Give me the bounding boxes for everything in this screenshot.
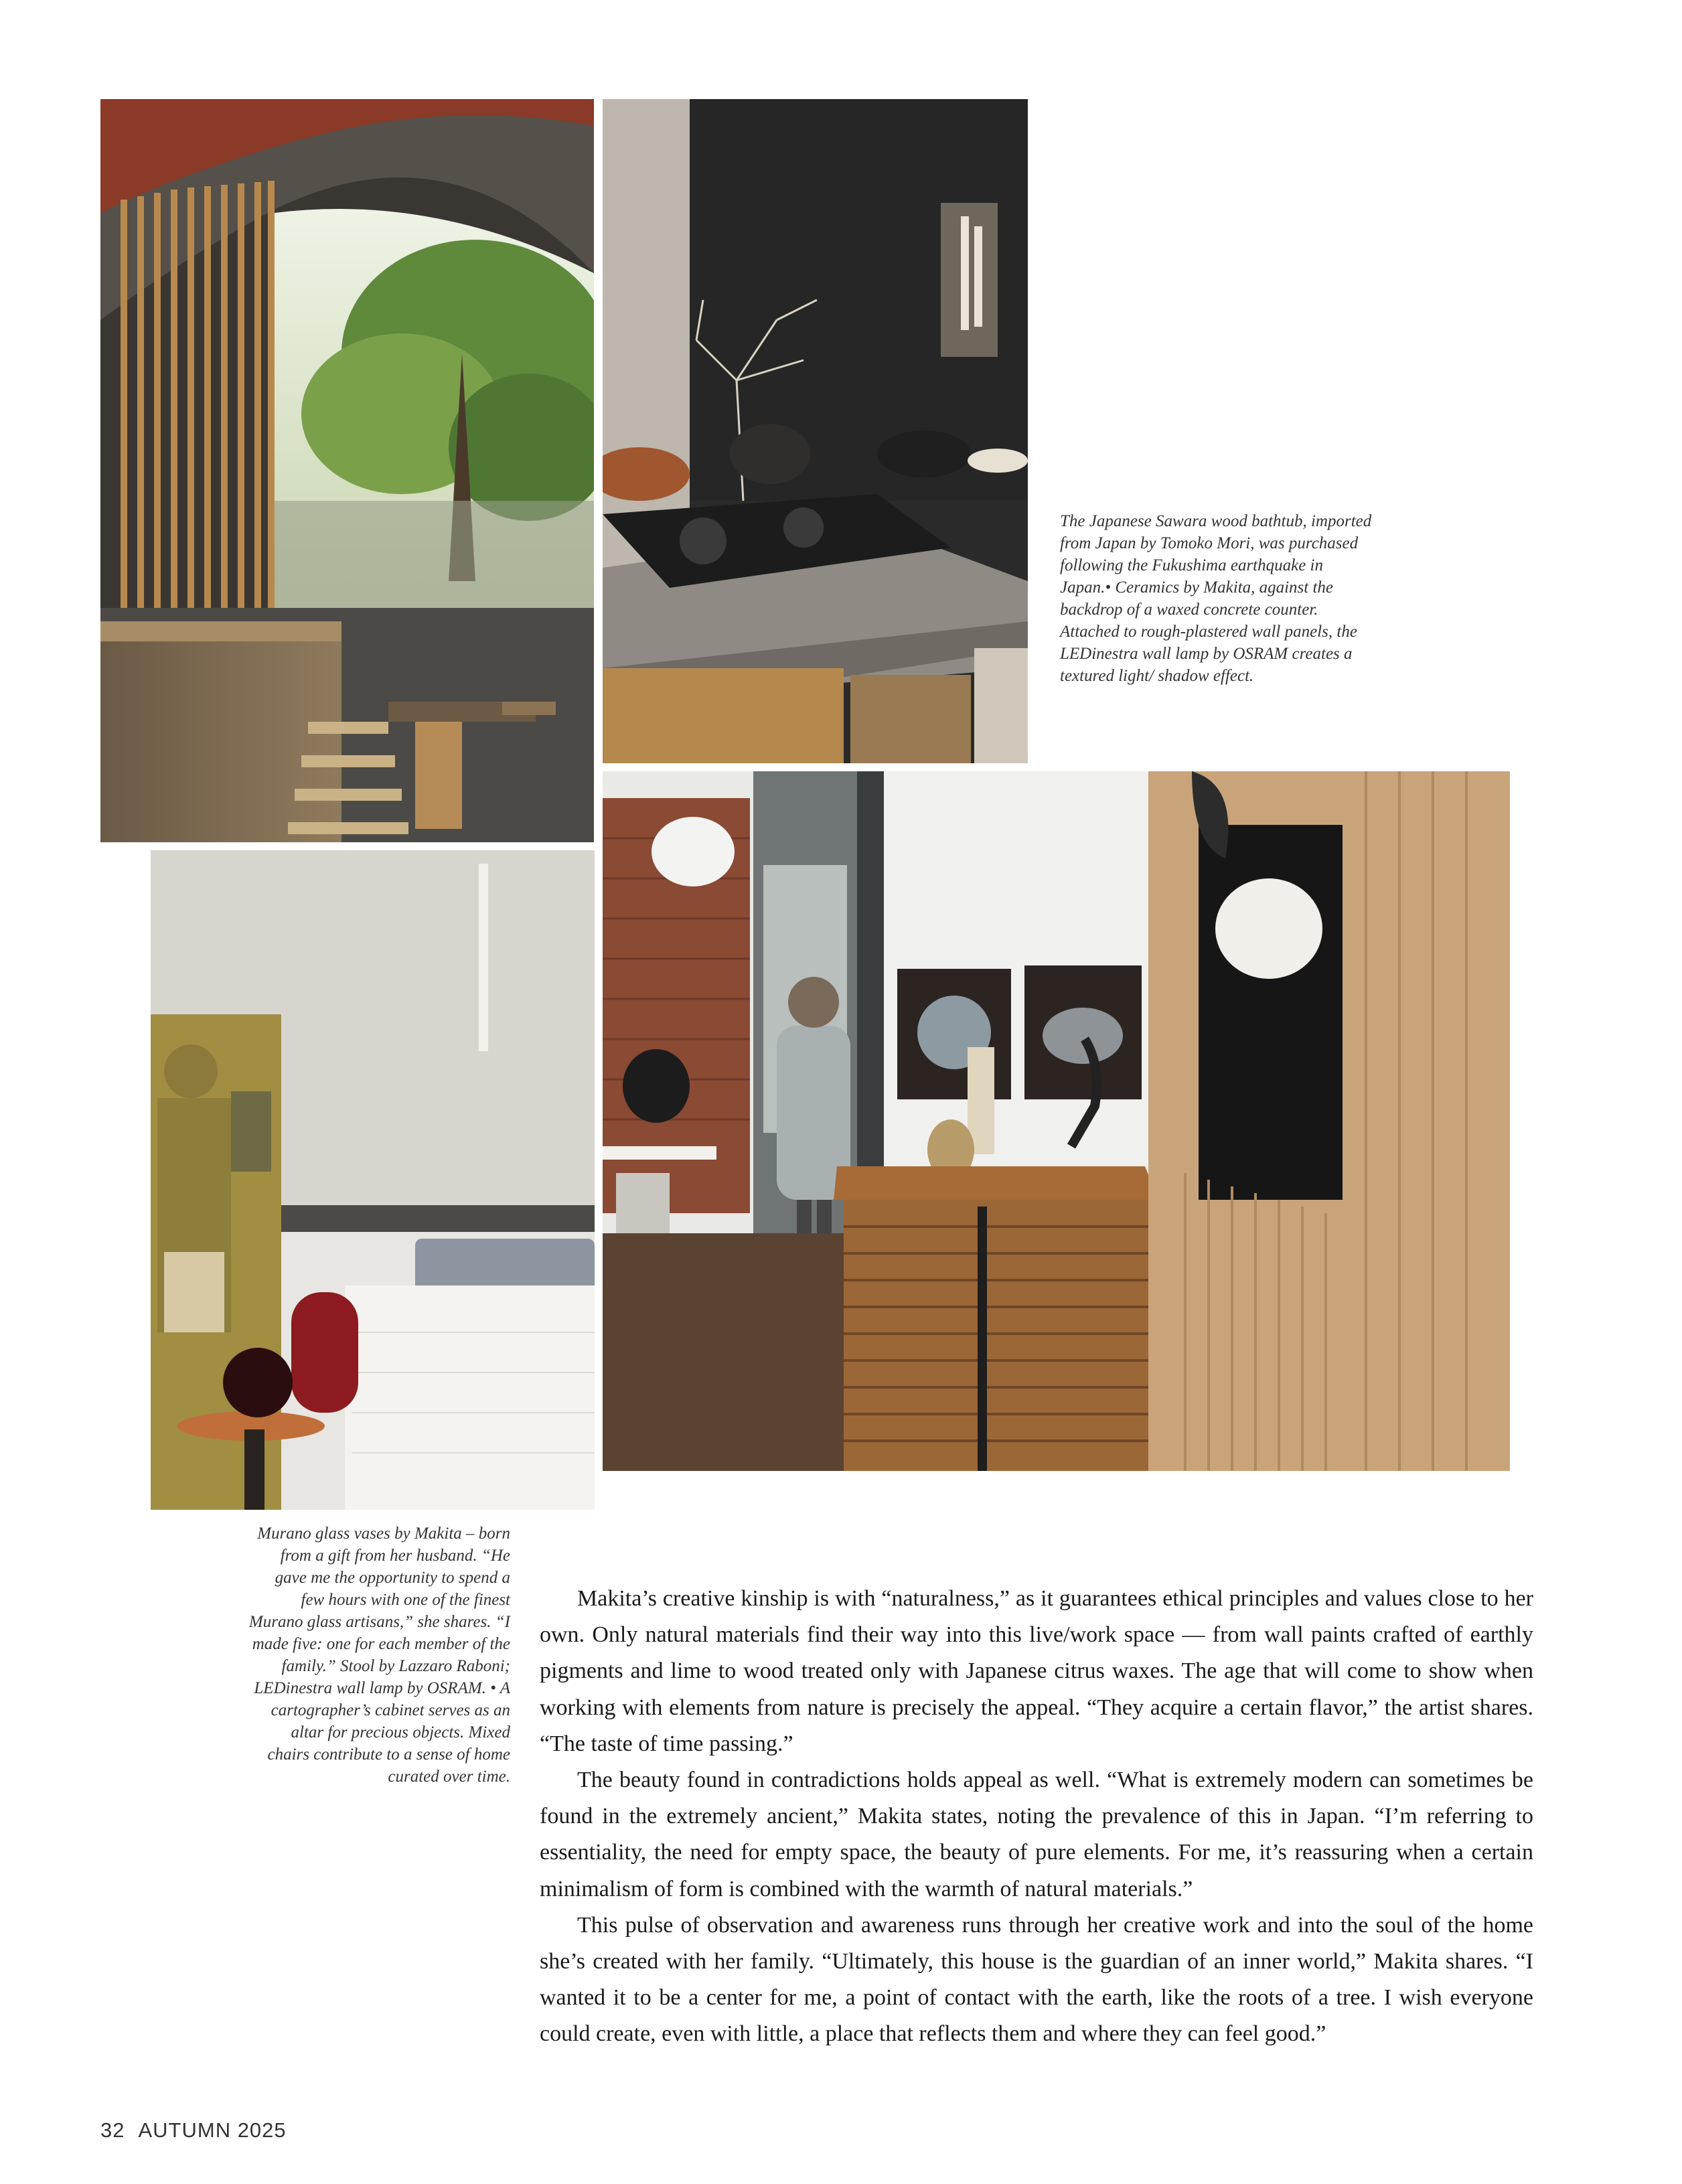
body-paragraph: The beauty found in contradictions holds appeal as well. “What is extremely modern can sometimes be found in the extremely ancient,” Makita states, noting the prevalence of this in Japan. “I’m referring to essentiality, the need for empty space, the beauty of pure elements. For me, it’s reassuring when a certain minimalism of form is combined with the warmth of natural materials.” [540,1768,1533,1901]
article-body [540,1581,1533,2053]
photo-caption-bedroom: Murano glass vases by Makita – born from a gift from her husband. “He gave me the opportunity to spend a few hours with one of the finest Murano glass artisans,” she shares. “I made five: one for each member of the family.” Stool by Lazzaro Raboni; LEDinestra wall lamp by OSRAM. • A cartographer’s cabinet serves as an altar for precious objects. Mixed chairs contribute to a sense of home curated over time. [248,1525,510,1786]
photo-kitchen-counter [603,99,1028,763]
photo-caption-kitchen: The Japanese Sawara wood bathtub, imported from Japan by Tomoko Mori, was purchased following the Fukushima earthquake in Japan.• Ceramics by Makita, against the backdrop of a waxed concrete counter. Attached to rough-plastered wall panels, the LEDinestra wall lamp by OSRAM creates a textured light/ shadow effect. [1060,512,1372,685]
body-paragraph: This pulse of observation and awareness runs through her creative work and into the soul of the home she’s created with her family. “Ultimately, this house is the guardian of an inner world,” Makita shares. “I wanted it to be a center for me, a point of contact with the earth, like the roots of a tree. I wish everyone could create, even with little, a place that reflects them and where they can feel good.” [540,1912,1533,2047]
page-folio [100,2118,300,2142]
page-number: 32 [100,2118,125,2142]
photo-bedroom-vases [151,850,595,1510]
issue-label: AUTUMN 2025 [138,2118,287,2142]
photo-studio-cabinet [603,771,1510,1471]
body-paragraph: Makita’s creative kinship is with “naturalness,” as it guarantees ethical principles and values close to her own. Only natural materials find their way into this live/work space — from wall paints crafted of earthly pigments and lime to wood treated only with Japanese citrus waxes. The age that will come to show when working with elements from nature is precisely the appeal. “They acquire a certain flavor,” the artist shares. “The taste of time passing.” [540,1586,1533,1756]
photo-courtyard-bathtub [100,99,594,842]
